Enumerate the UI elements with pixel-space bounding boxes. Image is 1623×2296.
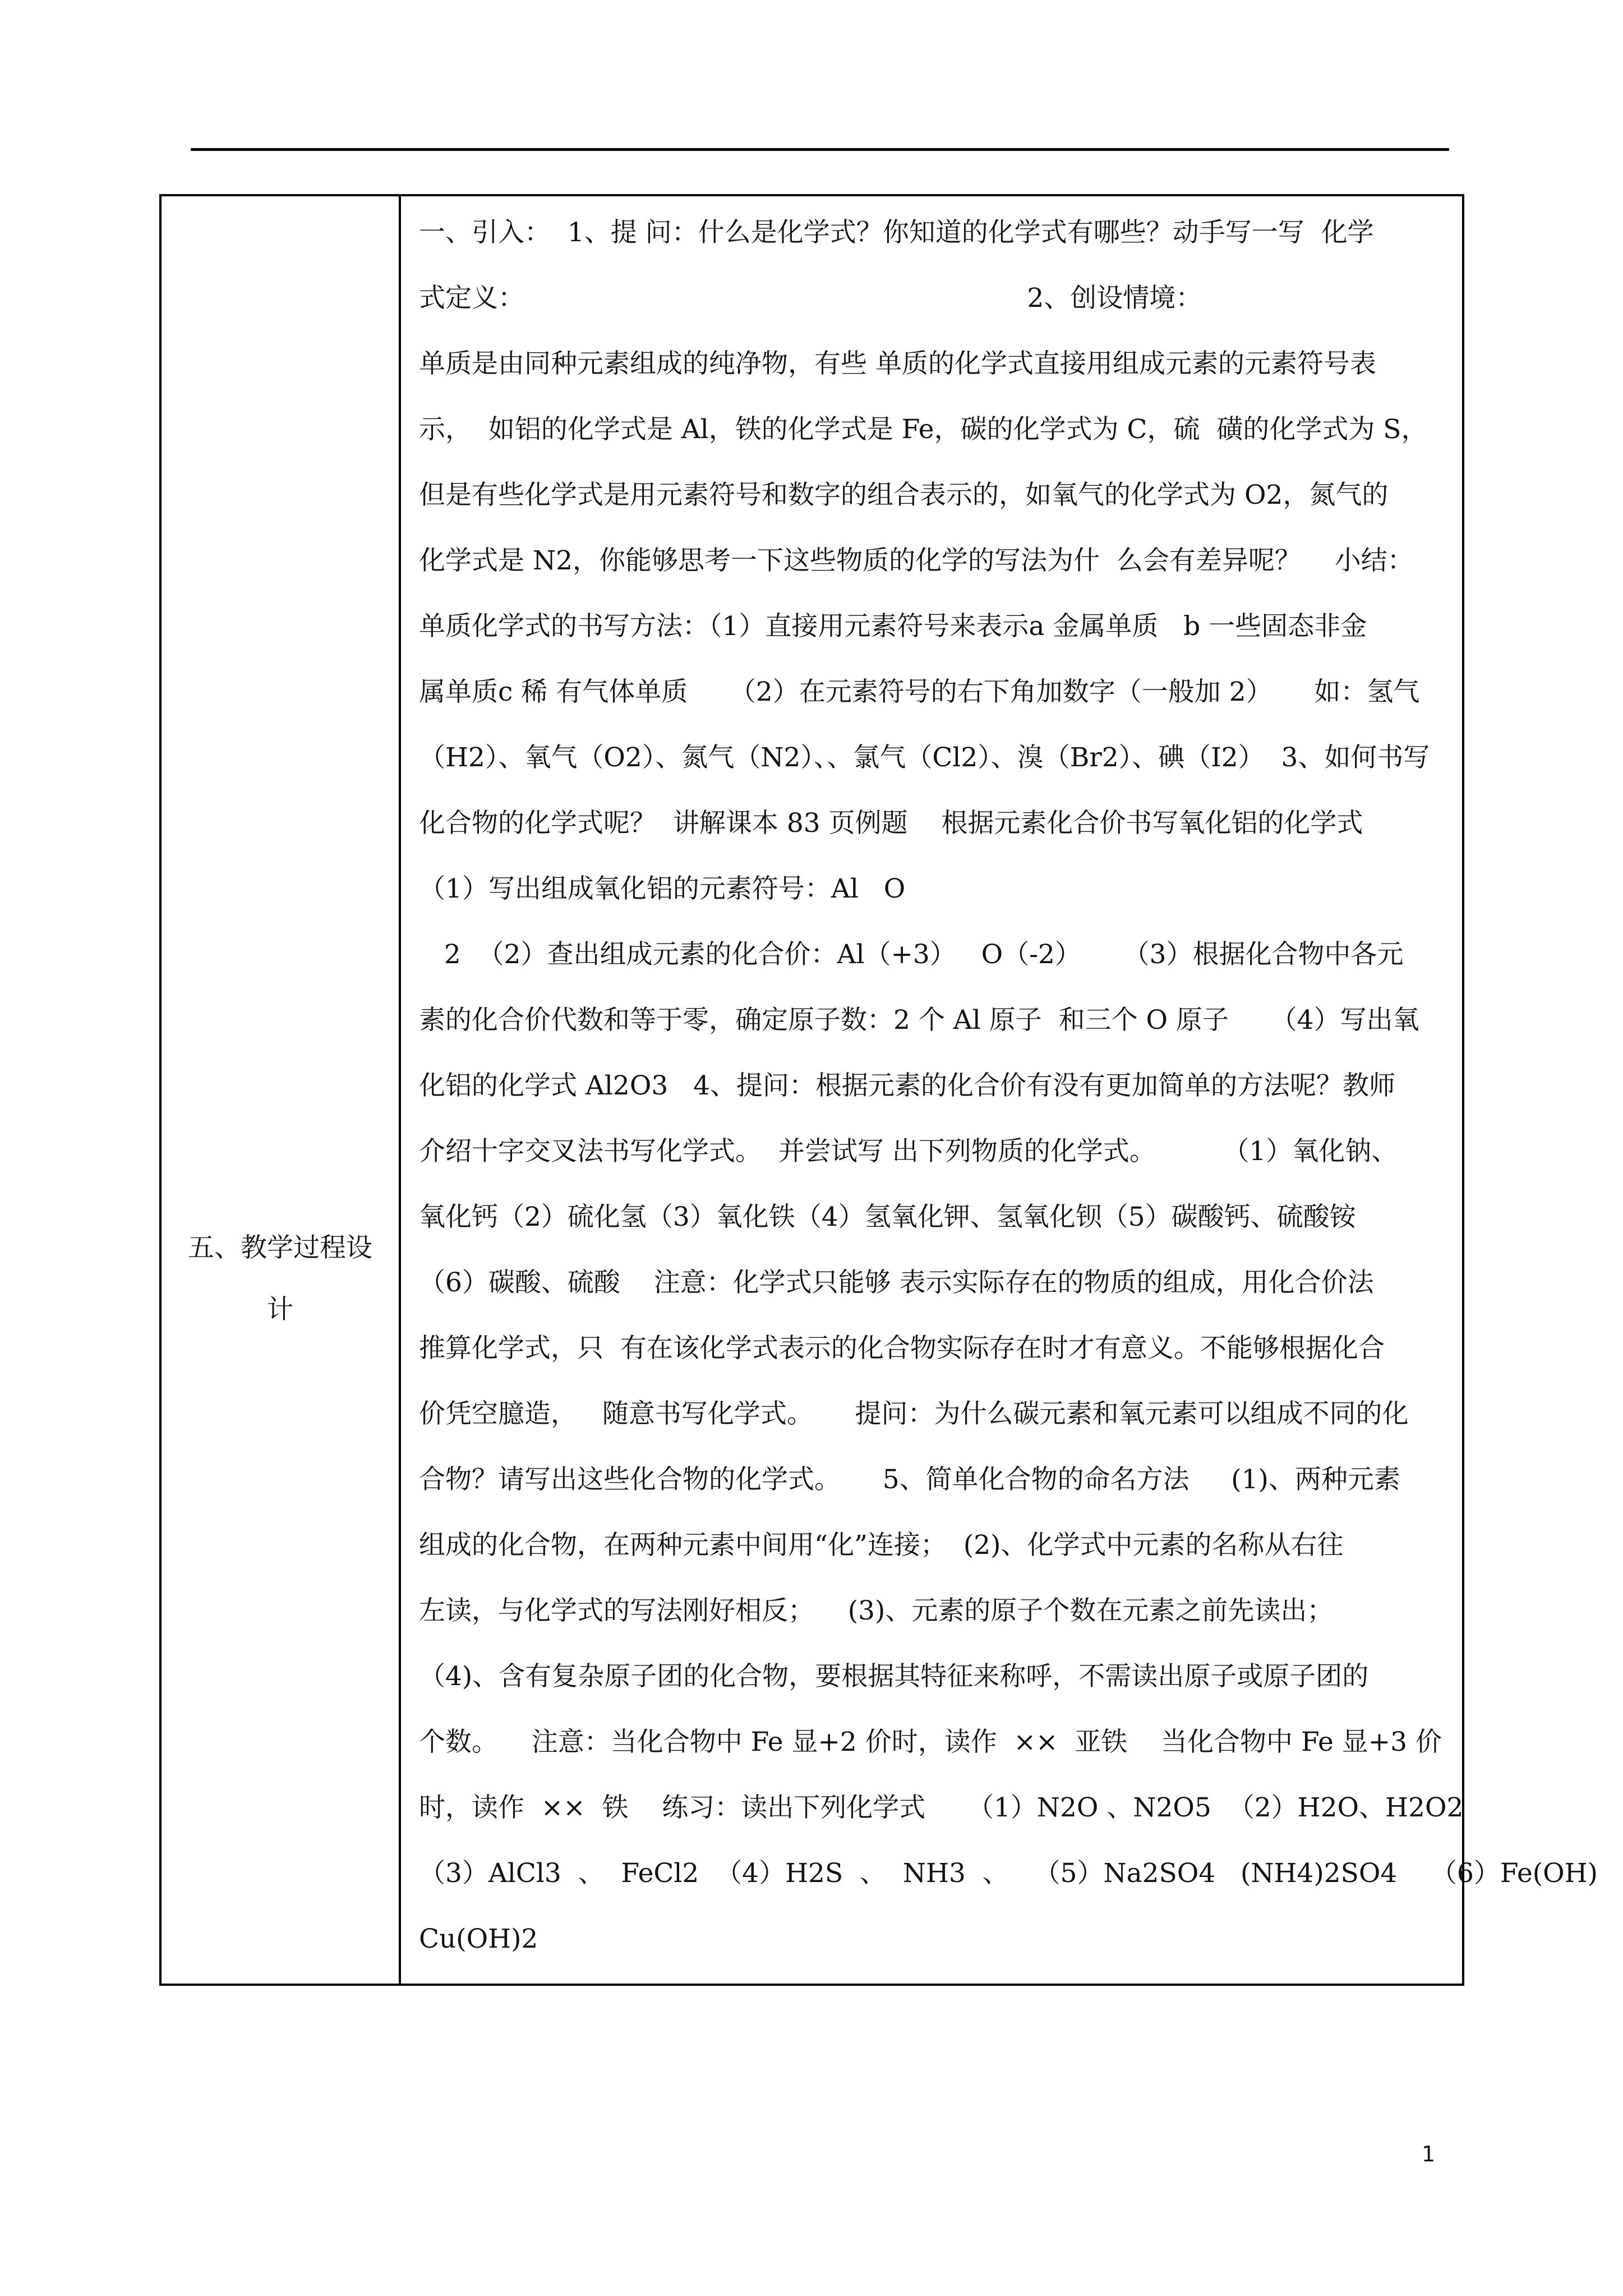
content-line: 素的化合价代数和等于零，确定原子数：2 个 Al 原子 和三个 O 原子 （4）写出氧 bbox=[419, 1005, 1419, 1036]
header-rule bbox=[191, 148, 1449, 151]
content-line: 2 （2）查出组成元素的化合价：Al（+3） O（-2） （3）根据化合物中各元 bbox=[419, 939, 1404, 970]
content-line: （4)、含有复杂原子团的化合物，要根据其特征来称呼，不需读出原子或原子团的 bbox=[419, 1661, 1369, 1692]
lesson-plan-table bbox=[159, 194, 1598, 1986]
section-content-cell bbox=[401, 196, 1598, 1984]
content-line: 示， 如铝的化学式是 Al，铁的化学式是 Fe，碳的化学式为 C，硫 磺的化学式为 S， bbox=[419, 414, 1428, 445]
content-line: （3）AlCl3 、 FeCl2 （4）H2S 、 NH3 、 （5）Na2SO4 (NH4)2SO4 （6）Fe(OH) bbox=[419, 1858, 1598, 1889]
content-line: 单质是由同种元素组成的纯净物，有些 单质的化学式直接用组成元素的元素符号表 bbox=[419, 348, 1376, 379]
content-line: 介绍十字交叉法书写化学式。 并尝试写 出下列物质的化学式。 （1）氧化钠、 bbox=[419, 1136, 1398, 1167]
content-line: 合物？请写出这些化合物的化学式。 5、简单化合物的命名方法 (1)、两种元素 bbox=[419, 1464, 1400, 1495]
content-line: 左读，与化学式的写法刚好相反； (3)、元素的原子个数在元素之前先读出； bbox=[419, 1595, 1334, 1626]
content-line: 组成的化合物，在两种元素中间用“化”连接； (2)、化学式中元素的名称从右往 bbox=[419, 1530, 1344, 1561]
content-line: 氧化钙（2）硫化氢（3）氧化铁（4）氢氧化钾、氢氧化钡（5）碳酸钙、硫酸铵 bbox=[419, 1202, 1356, 1232]
content-line: 化铝的化学式 Al2O3 4、提问：根据元素的化合价有没有更加简单的方法呢？教师 bbox=[419, 1070, 1395, 1101]
section-label-line-1: 五、教学过程设 bbox=[188, 1232, 372, 1263]
section-label bbox=[178, 1217, 382, 1341]
content-line: 一、引入： 1、提 问：什么是化学式？你知道的化学式有哪些？动手写一写 化学 bbox=[419, 217, 1374, 248]
content-line: 推算化学式，只 有在该化学式表示的化合物实际存在时才有意义。不能够根据化合 bbox=[419, 1333, 1385, 1364]
content-line: （H2）、氧气（O2）、氮气（N2）、、氯气（Cl2）、溴（Br2）、碘（I2） 3、如何书写 bbox=[419, 742, 1430, 773]
content-line: （6）碳酸、硫酸 注意：化学式只能够 表示实际存在的物质的组成，用化合价法 bbox=[419, 1267, 1374, 1298]
content-line: 单质化学式的书写方法：（1）直接用元素符号来表示a 金属单质 b 一些固态非金 bbox=[419, 611, 1367, 642]
content-line: 化学式是 N2，你能够思考一下这些物质的化学的写法为什 么会有差异呢？ 小结： bbox=[419, 545, 1414, 576]
page-number: 1 bbox=[1422, 2142, 1436, 2166]
content-line: Cu(OH)2 bbox=[419, 1924, 538, 1954]
content-line: 属单质c 稀 有气体单质 （2）在元素符号的右下角加数字（一般加 2） 如：氢气 bbox=[419, 677, 1420, 707]
content-line: 价凭空臆造， 随意书写化学式。 提问：为什么碳元素和氧元素可以组成不同的化 bbox=[419, 1398, 1409, 1429]
content-line: 个数。 注意：当化合物中 Fe 显+2 价时，读作 ×× 亚铁 当化合物中 Fe 显+3 价 bbox=[419, 1727, 1442, 1757]
content-line: 时，读作 ×× 铁 练习：读出下列化学式 （1）N2O 、N2O5 （2）H2O、H2O2 bbox=[419, 1792, 1464, 1823]
section-label-line-2: 计 bbox=[267, 1294, 293, 1325]
content-line: 但是有些化学式是用元素符号和数字的组合表示的，如氧气的化学式为 O2，氮气的 bbox=[419, 480, 1389, 510]
section-content bbox=[419, 200, 1598, 1972]
content-line: 化合物的化学式呢？ 讲解课本 83 页例题 根据元素化合价书写氧化铝的化学式 bbox=[419, 808, 1363, 839]
content-line: （1）写出组成氧化铝的元素符号：Al O bbox=[419, 873, 906, 904]
content-line: 式定义： 2、创设情境： bbox=[419, 283, 1202, 314]
section-label-cell bbox=[162, 196, 401, 1984]
